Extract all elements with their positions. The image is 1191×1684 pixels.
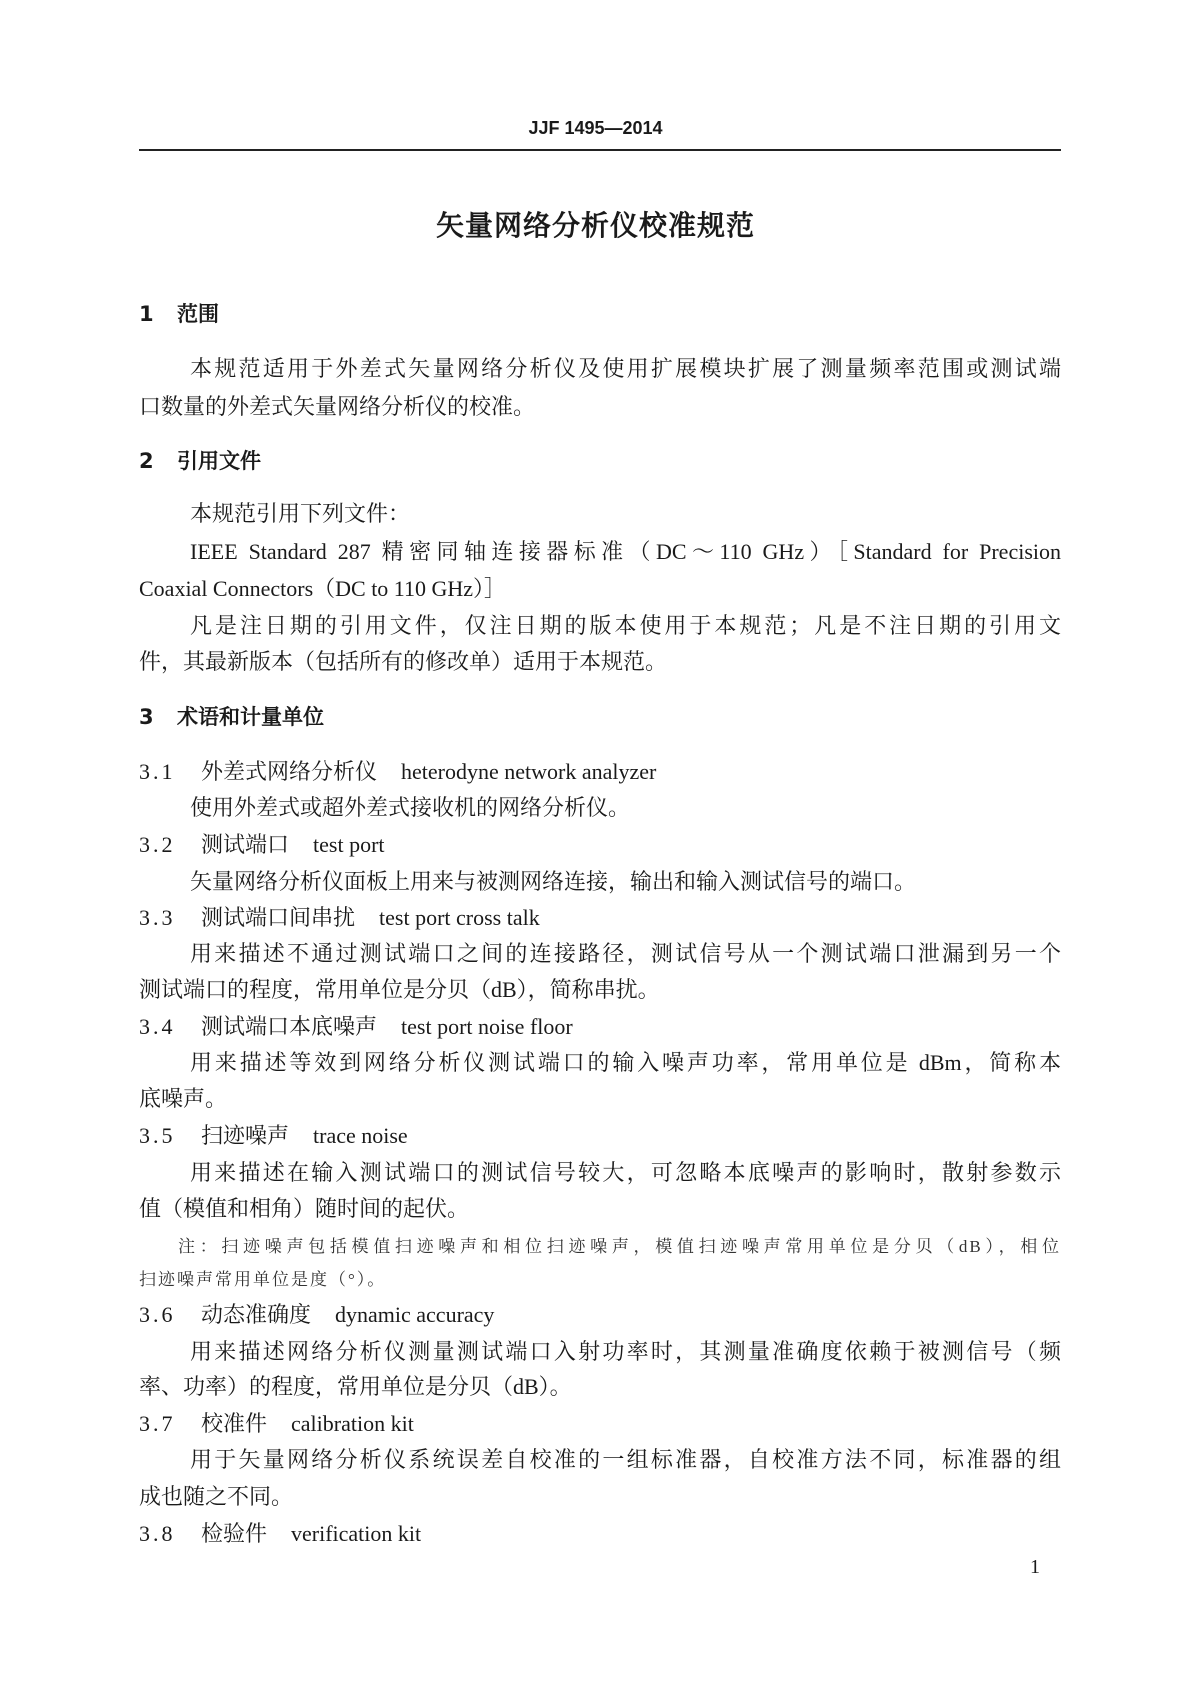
paragraph-line: 用来描述网络分析仪测量测试端口入射功率时，其测量准确度依赖于被测信号（频 bbox=[190, 1339, 1061, 1364]
term-entry bbox=[139, 1121, 1061, 1151]
term-chinese: 校准件 bbox=[201, 1411, 268, 1436]
paragraph-line: 口数量的外差式矢量网络分析仪的校准。 bbox=[139, 394, 536, 419]
section-number: 3 bbox=[139, 705, 154, 729]
term-chinese: 扫迹噪声 bbox=[201, 1123, 290, 1148]
term-chinese: 检验件 bbox=[201, 1521, 268, 1546]
paragraph-line: 用来描述不通过测试端口之间的连接路径，测试信号从一个测试端口泄漏到另一个 bbox=[190, 941, 1061, 966]
section-heading bbox=[139, 299, 1061, 329]
term-english: verification kit bbox=[291, 1521, 422, 1546]
paragraph-line: 用来描述在输入测试端口的测试信号较大，可忽略本底噪声的影响时，散射参数示 bbox=[190, 1160, 1061, 1185]
section-heading bbox=[139, 702, 1061, 732]
section-number: 1 bbox=[139, 302, 154, 326]
term-entry bbox=[139, 903, 1061, 933]
paragraph-line: 矢量网络分析仪面板上用来与被测网络连接，输出和输入测试信号的端口。 bbox=[190, 869, 917, 894]
paragraph-line: 件，其最新版本（包括所有的修改单）适用于本规范。 bbox=[139, 649, 668, 674]
term-chinese: 外差式网络分析仪 bbox=[201, 759, 378, 784]
paragraph-line: Coaxial Connectors（DC to 110 GHz）］ bbox=[139, 576, 507, 601]
term-chinese: 动态准确度 bbox=[201, 1302, 312, 1327]
term-number: 3.4 bbox=[139, 1014, 176, 1039]
term-number: 3.1 bbox=[139, 759, 176, 784]
note-line: 扫迹噪声常用单位是度（°）。 bbox=[139, 1270, 387, 1289]
term-number: 3.2 bbox=[139, 832, 176, 857]
paragraph-line: 成也随之不同。 bbox=[139, 1484, 294, 1509]
term-entry bbox=[139, 1300, 1061, 1330]
paragraph-line: 使用外差式或超外差式接收机的网络分析仪。 bbox=[190, 795, 631, 820]
term-entry bbox=[139, 1012, 1061, 1042]
note-line: 注：扫迹噪声包括模值扫迹噪声和相位扫迹噪声，模值扫迹噪声常用单位是分贝（dB），相位 bbox=[178, 1237, 1061, 1256]
term-chinese: 测试端口 bbox=[201, 832, 290, 857]
paragraph-line: 用于矢量网络分析仪系统误差自校准的一组标准器，自校准方法不同，标准器的组 bbox=[190, 1447, 1061, 1472]
term-number: 3.3 bbox=[139, 905, 176, 930]
term-chinese: 测试端口间串扰 bbox=[201, 905, 356, 930]
term-chinese: 测试端口本底噪声 bbox=[201, 1014, 378, 1039]
paragraph-line: 值（模值和相角）随时间的起伏。 bbox=[139, 1196, 470, 1221]
term-english: test port noise floor bbox=[401, 1014, 573, 1039]
term-english: dynamic accuracy bbox=[335, 1302, 495, 1327]
term-english: test port bbox=[313, 832, 385, 857]
section-number: 2 bbox=[139, 449, 154, 473]
term-number: 3.8 bbox=[139, 1521, 176, 1546]
paragraph-line: 用来描述等效到网络分析仪测试端口的输入噪声功率，常用单位是 dBm，简称本 bbox=[190, 1050, 1061, 1075]
term-entry bbox=[139, 830, 1061, 860]
document-code-header: JJF 1495—2014 bbox=[528, 118, 663, 138]
paragraph-line: IEEE Standard 287 精密同轴连接器标准（DC～110 GHz）［Standard for Precision bbox=[190, 539, 1061, 564]
term-entry bbox=[139, 757, 1061, 787]
header-rule bbox=[139, 149, 1061, 151]
term-english: trace noise bbox=[313, 1123, 408, 1148]
term-number: 3.6 bbox=[139, 1302, 176, 1327]
term-english: test port cross talk bbox=[379, 905, 540, 930]
paragraph-line: 率、功率）的程度，常用单位是分贝（dB）。 bbox=[139, 1374, 572, 1399]
page-title: 矢量网络分析仪校准规范 bbox=[435, 209, 755, 242]
paragraph-line: 测试端口的程度，常用单位是分贝（dB），简称串扰。 bbox=[139, 977, 660, 1002]
term-number: 3.7 bbox=[139, 1411, 176, 1436]
paragraph-line: 本规范引用下列文件： bbox=[190, 501, 411, 526]
page-number: 1 bbox=[1030, 1556, 1040, 1578]
paragraph-line: 底噪声。 bbox=[139, 1086, 228, 1111]
section-title: 范围 bbox=[177, 302, 219, 326]
term-english: calibration kit bbox=[291, 1411, 414, 1436]
paragraph-line: 本规范适用于外差式矢量网络分析仪及使用扩展模块扩展了测量频率范围或测试端 bbox=[190, 356, 1061, 381]
term-entry bbox=[139, 1409, 1061, 1439]
section-title: 术语和计量单位 bbox=[177, 705, 324, 729]
term-entry bbox=[139, 1519, 1061, 1549]
paragraph-line: 凡是注日期的引用文件，仅注日期的版本使用于本规范；凡是不注日期的引用文 bbox=[190, 613, 1061, 638]
term-number: 3.5 bbox=[139, 1123, 176, 1148]
section-heading bbox=[139, 446, 1061, 476]
section-title: 引用文件 bbox=[177, 449, 261, 473]
term-english: heterodyne network analyzer bbox=[401, 759, 657, 784]
